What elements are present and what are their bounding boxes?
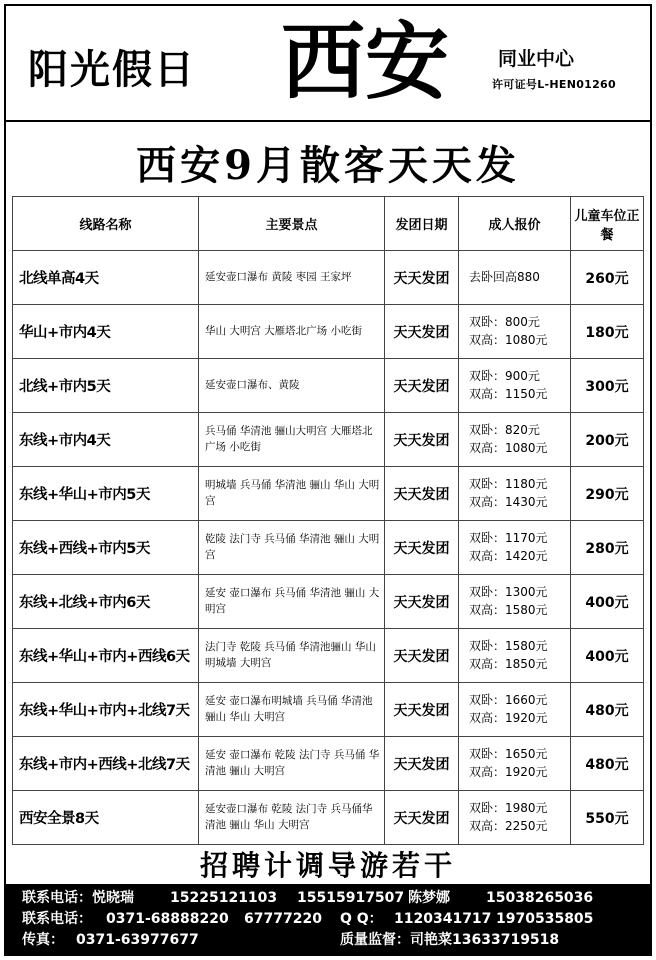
route-adult-price [459,305,571,359]
table-header-row [13,197,644,251]
route-spots: 延安 壶口瀑布 乾陵 法门寺 兵马俑 华清池 骊山 大明宫 [199,737,385,791]
col-header-adult-price: 成人报价 [459,197,571,251]
recruit-notice: 招聘计调导游若干 [199,849,456,882]
contact-phone: 67777220 [244,911,322,927]
contact-footer [6,884,650,954]
price-line: 双卧：1580元 [469,639,548,654]
route-name: 东线+市内+西线+北线7天 [13,737,199,791]
qq-number: 1120341717 [394,911,492,927]
fax-number: 0371-63977677 [76,932,199,948]
table-row [13,467,644,521]
price-line: 双高：1920元 [469,710,548,725]
route-adult-price [459,413,571,467]
route-child-price: 400元 [571,575,644,629]
route-name: 东线+华山+市内+西线6天 [13,629,199,683]
price-line: 双高：1080元 [469,332,548,347]
contact-label-1: 联系电话：悦晓瑞 [22,890,134,906]
route-adult-price [459,521,571,575]
city-title-box [270,12,460,112]
route-name: 东线+市内4天 [13,413,199,467]
route-spots: 延安壶口瀑布 黄陵 枣园 王家坪 [199,251,385,305]
route-departure: 天天发团 [385,575,459,629]
table-row [13,575,644,629]
route-adult-price [459,359,571,413]
table-row [13,521,644,575]
table-row [13,251,644,305]
brand-logo: 阳光假日 [28,47,196,93]
route-adult-price [459,629,571,683]
contact-phone: 15038265036 [486,890,594,906]
route-spots: 华山 大明宫 大雁塔北广场 小吃街 [199,305,385,359]
route-child-price: 290元 [571,467,644,521]
route-spots: 乾陵 法门寺 兵马俑 华清池 骊山 大明宫 [199,521,385,575]
table-row [13,305,644,359]
route-name: 北线单高4天 [13,251,199,305]
license-number: 许可证号L-HEN01260 [492,78,616,91]
route-spots: 延安 壶口瀑布 兵马俑 华清池 骊山 大明宫 [199,575,385,629]
route-spots: 兵马俑 华清池 骊山大明宫 大雁塔北广场 小吃街 [199,413,385,467]
contact-label-2: 联系电话： [22,911,92,927]
price-line: 双高：1430元 [469,494,548,509]
table-row [13,629,644,683]
price-line: 双卧：1980元 [469,801,548,816]
fax-label: 传真： [22,932,64,948]
peer-center-label: 同业中心 [498,48,575,70]
routes-table [12,196,644,845]
price-line: 双卧：1660元 [469,693,548,708]
table-row [13,791,644,845]
price-line: 双高：1150元 [469,386,548,401]
price-line: 双卧：820元 [469,423,540,438]
contact-phone: 15225121103 [170,890,278,906]
route-name: 东线+华山+市内5天 [13,467,199,521]
qq-label: Q Q： [340,911,383,927]
route-departure: 天天发团 [385,629,459,683]
route-name: 北线+市内5天 [13,359,199,413]
price-line: 双高：2250元 [469,818,548,833]
qq-number: 1970535805 [496,911,594,927]
route-departure: 天天发团 [385,413,459,467]
route-spots: 延安壶口瀑布 乾陵 法门寺 兵马俑华清池 骊山 华山 大明宫 [199,791,385,845]
route-child-price: 200元 [571,413,644,467]
price-line: 双卧：1180元 [469,477,548,492]
route-child-price: 480元 [571,683,644,737]
route-name: 华山+市内4天 [13,305,199,359]
route-departure: 天天发团 [385,683,459,737]
route-departure: 天天发团 [385,737,459,791]
route-adult-price [459,467,571,521]
route-adult-price [459,683,571,737]
contact-phone: 15515917507 [297,890,405,906]
route-adult-price [459,575,571,629]
contact-name: 陈梦娜 [408,890,450,906]
col-header-route: 线路名称 [13,197,199,251]
route-departure: 天天发团 [385,305,459,359]
route-name: 西安全景8天 [13,791,199,845]
route-adult-price [459,251,571,305]
price-line: 双卧：800元 [469,315,540,330]
route-child-price: 260元 [571,251,644,305]
table-row [13,359,644,413]
col-header-spots: 主要景点 [199,197,385,251]
route-child-price: 180元 [571,305,644,359]
price-line: 去卧回高880 [469,269,540,284]
price-line: 双高：1420元 [469,548,548,563]
route-adult-price [459,791,571,845]
banner-title: 西安9月散客天天发 [136,142,520,189]
price-line: 双卧：1650元 [469,747,548,762]
col-header-departure: 发团日期 [385,197,459,251]
header [4,4,652,122]
price-line: 双高：1580元 [469,602,548,617]
price-line: 双卧：1170元 [469,531,548,546]
route-name: 东线+华山+市内+北线7天 [13,683,199,737]
route-departure: 天天发团 [385,359,459,413]
route-child-price: 550元 [571,791,644,845]
route-adult-price [459,737,571,791]
route-departure: 天天发团 [385,791,459,845]
quality-supervision: 质量监督：司艳菜13633719518 [340,932,560,948]
route-departure: 天天发团 [385,521,459,575]
price-line: 双卧：900元 [469,369,540,384]
route-child-price: 400元 [571,629,644,683]
route-name: 东线+西线+市内5天 [13,521,199,575]
route-spots: 明城墙 兵马俑 华清池 骊山 华山 大明宫 [199,467,385,521]
city-title: 西安 [280,12,449,111]
route-child-price: 480元 [571,737,644,791]
table-row [13,413,644,467]
price-line: 双高：1850元 [469,656,548,671]
route-name: 东线+北线+市内6天 [13,575,199,629]
route-departure: 天天发团 [385,251,459,305]
table-row [13,737,644,791]
price-line: 双高：1920元 [469,764,548,779]
col-header-child-price: 儿童车位正餐 [571,197,644,251]
price-line: 双高：1080元 [469,440,548,455]
route-spots: 法门寺 乾陵 兵马俑 华清池骊山 华山 明城墙 大明宫 [199,629,385,683]
route-spots: 延安 壶口瀑布明城墙 兵马俑 华清池 骊山 华山 大明宫 [199,683,385,737]
contact-phone: 0371-68888220 [106,911,229,927]
table-row [13,683,644,737]
route-child-price: 300元 [571,359,644,413]
route-departure: 天天发团 [385,467,459,521]
route-spots: 延安壶口瀑布、黄陵 [199,359,385,413]
price-line: 双卧：1300元 [469,585,548,600]
route-child-price: 280元 [571,521,644,575]
